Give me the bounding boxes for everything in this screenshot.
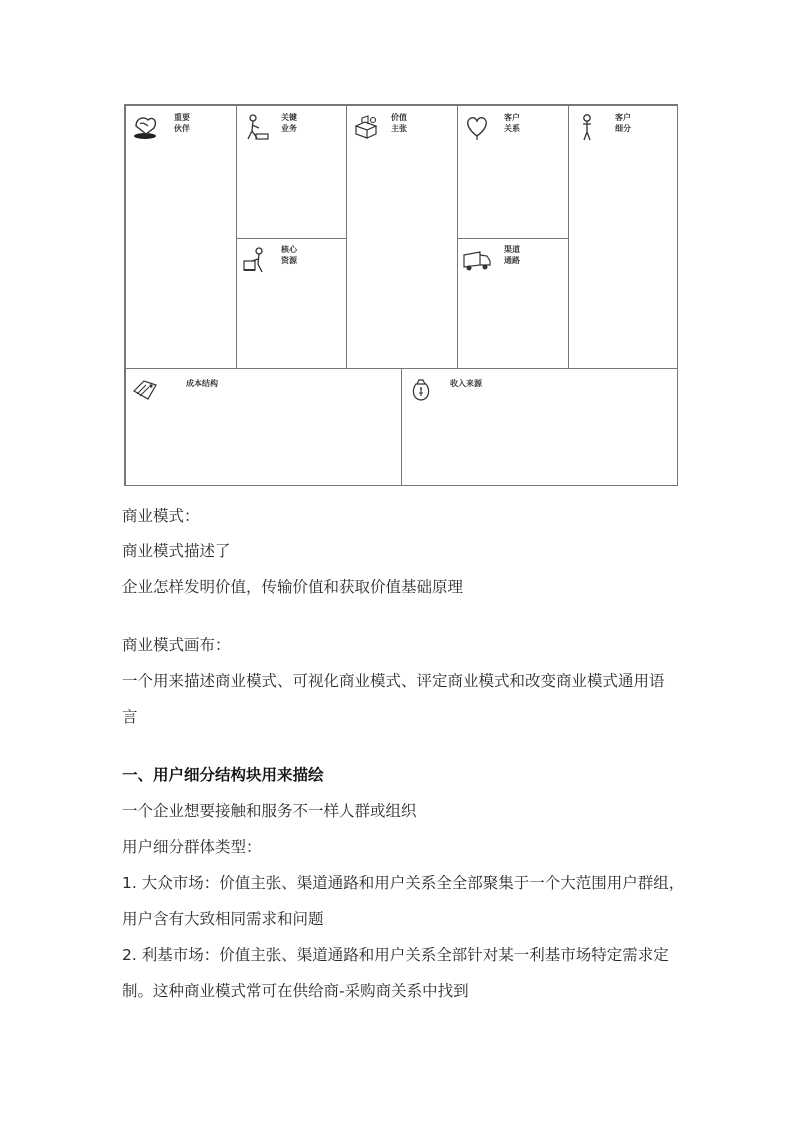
section-heading-customer-segments: 一、用户细分结构块用来描绘	[122, 766, 324, 784]
text-canvas-definition-line1: 一个用来描述商业模式、可视化商业模式、评定商业模式和改变商业模式通用语	[122, 672, 665, 690]
text-business-model-heading: 商业模式：	[122, 507, 200, 525]
label-key-partners: 重要 伙伴	[174, 113, 190, 133]
text-mass-market-line1: 1. 大众市场：价值主张、渠道通路和用户关系全全部聚集于一个大范围用户群组，	[122, 874, 685, 892]
text-segment-types-heading: 用户细分群体类型：	[122, 838, 262, 856]
text-niche-market-line2: 制。这种商业模式常可在供给商-采购商关系中找到	[122, 982, 469, 1000]
label-value-proposition: 价值 主张	[391, 113, 407, 133]
cell-customer-relationships	[457, 105, 569, 239]
handshake-icon	[130, 112, 160, 142]
label-channels: 渠道 通路	[504, 245, 520, 265]
text-niche-market-line1: 2. 利基市场：价值主张、渠道通路和用户关系全部针对某一利基市场特定需求定	[122, 946, 669, 964]
label-customer-relationships: 客户 关系	[504, 113, 520, 133]
cell-key-activities	[236, 105, 347, 239]
text-canvas-heading: 商业模式画布：	[122, 636, 231, 654]
gift-box-icon	[351, 112, 381, 142]
label-customer-segments: 客户 细分	[615, 113, 631, 133]
label-key-activities: 关键 业务	[281, 113, 297, 133]
text-business-model-describes: 商业模式描述了	[122, 542, 231, 560]
cell-customer-segments	[568, 105, 678, 369]
cell-value-proposition	[346, 105, 458, 369]
cell-cost-structure	[125, 368, 402, 486]
label-cost-structure: 成本结构	[186, 379, 218, 388]
label-revenue-streams: 收入来源	[450, 379, 482, 388]
label-key-resources: 核心 资源	[281, 245, 297, 265]
person-with-crate-icon	[241, 245, 271, 275]
person-working-icon	[241, 112, 271, 142]
text-business-model-definition: 企业怎样发明价值，传输价值和获取价值基础原理	[122, 578, 464, 596]
text-canvas-definition-line2: 言	[122, 708, 138, 726]
heart-icon	[462, 112, 492, 142]
price-tag-icon	[130, 375, 160, 405]
business-model-canvas	[124, 104, 678, 486]
standing-person-icon	[573, 112, 603, 142]
delivery-truck-icon	[462, 245, 492, 275]
money-bag-icon	[406, 375, 436, 405]
cell-key-partners	[125, 105, 237, 369]
cell-channels	[457, 238, 569, 369]
text-segments-description: 一个企业想要接触和服务不一样人群或组织	[122, 802, 417, 820]
cell-revenue-streams	[401, 368, 678, 486]
text-mass-market-line2: 用户含有大致相同需求和问题	[122, 910, 324, 928]
cell-key-resources	[236, 238, 347, 369]
